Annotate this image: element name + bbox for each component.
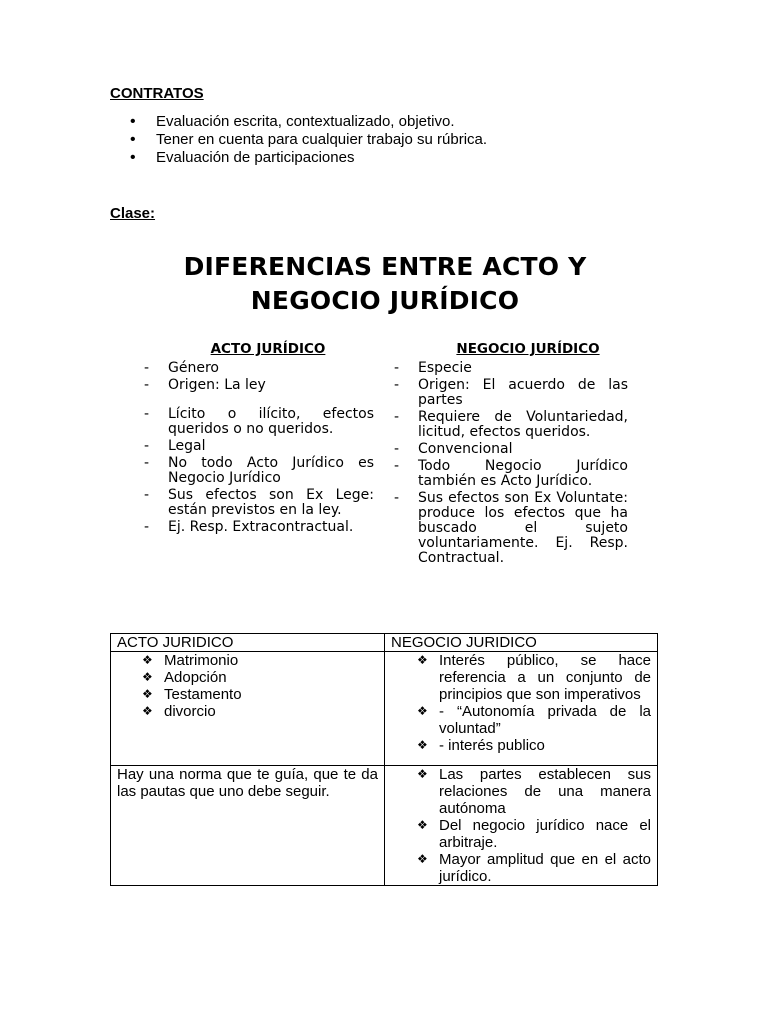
list-item: ❖ Testamento — [117, 686, 378, 703]
list-item: - No todo Acto Jurídico es Negocio Jurídico — [142, 456, 374, 486]
list-item: - Lícito o ilícito, efectos queridos o no queridos. — [142, 407, 374, 437]
table-row — [111, 652, 658, 766]
figure-title — [110, 250, 660, 318]
list-item: - Origen: La ley — [142, 378, 374, 393]
contratos-heading: CONTRATOS — [110, 85, 204, 102]
list-item: - Origen: El acuerdo de las partes — [392, 378, 628, 408]
table-cell: Hay una norma que te guía, que te da las pautas que uno debe seguir. — [111, 766, 385, 886]
acto-juridico-heading: ACTO JURÍDICO — [210, 341, 326, 357]
list-item: - Legal — [142, 439, 374, 454]
list-item: ❖ Las partes establecen sus relaciones de una manera autónoma — [391, 766, 651, 817]
comparison-table — [110, 633, 658, 886]
table-row — [111, 766, 658, 886]
contratos-bullet-list — [110, 113, 487, 167]
list-item: ❖ Matrimonio — [117, 652, 378, 669]
list-item: - Especie — [392, 361, 628, 376]
list-item: - Requiere de Voluntariedad, licitud, efectos queridos. — [392, 410, 628, 440]
figure-title-line1: DIFERENCIAS ENTRE ACTO Y — [183, 252, 587, 281]
list-item: ❖ - interés publico — [391, 737, 651, 754]
table-header-cell: NEGOCIO JURIDICO — [385, 634, 658, 652]
negocio-juridico-heading: NEGOCIO JURÍDICO — [456, 341, 600, 357]
table-cell — [385, 766, 658, 886]
list-item: ❖ Del negocio jurídico nace el arbitraje. — [391, 817, 651, 851]
list-item: • Evaluación de participaciones — [110, 149, 487, 167]
list-item: ❖ divorcio — [117, 703, 378, 720]
list-item: • Tener en cuenta para cualquier trabajo su rúbrica. — [110, 131, 487, 149]
table-cell — [385, 652, 658, 766]
table-header-row — [111, 634, 658, 652]
table-cell — [111, 652, 385, 766]
clase-heading: Clase: — [110, 205, 156, 222]
list-item: - Ej. Resp. Extracontractual. — [142, 520, 374, 535]
diferencias-figure — [110, 245, 660, 565]
list-item: - Género — [142, 361, 374, 376]
list-item: - Sus efectos son Ex Voluntate: produce los efectos que ha buscado el sujeto voluntariamente. Ej. Resp. Contractual. — [392, 491, 628, 566]
list-item: - Convencional — [392, 442, 628, 457]
list-item: ❖ - “Autonomía privada de la voluntad” — [391, 703, 651, 737]
acto-juridico-column — [142, 342, 374, 537]
list-item: • Evaluación escrita, contextualizado, objetivo. — [110, 113, 487, 131]
list-item: ❖ Adopción — [117, 669, 378, 686]
table-header-cell: ACTO JURIDICO — [111, 634, 385, 652]
list-item: ❖ Mayor amplitud que en el acto jurídico. — [391, 851, 651, 885]
list-item: ❖ Interés público, se hace referencia a un conjunto de principios que son imperativos — [391, 652, 651, 703]
list-item: - Todo Negocio Jurídico también es Acto Jurídico. — [392, 459, 628, 489]
list-item: - Sus efectos son Ex Lege: están previstos en la ley. — [142, 488, 374, 518]
negocio-juridico-column — [392, 342, 628, 568]
figure-title-line2: NEGOCIO JURÍDICO — [250, 286, 520, 315]
